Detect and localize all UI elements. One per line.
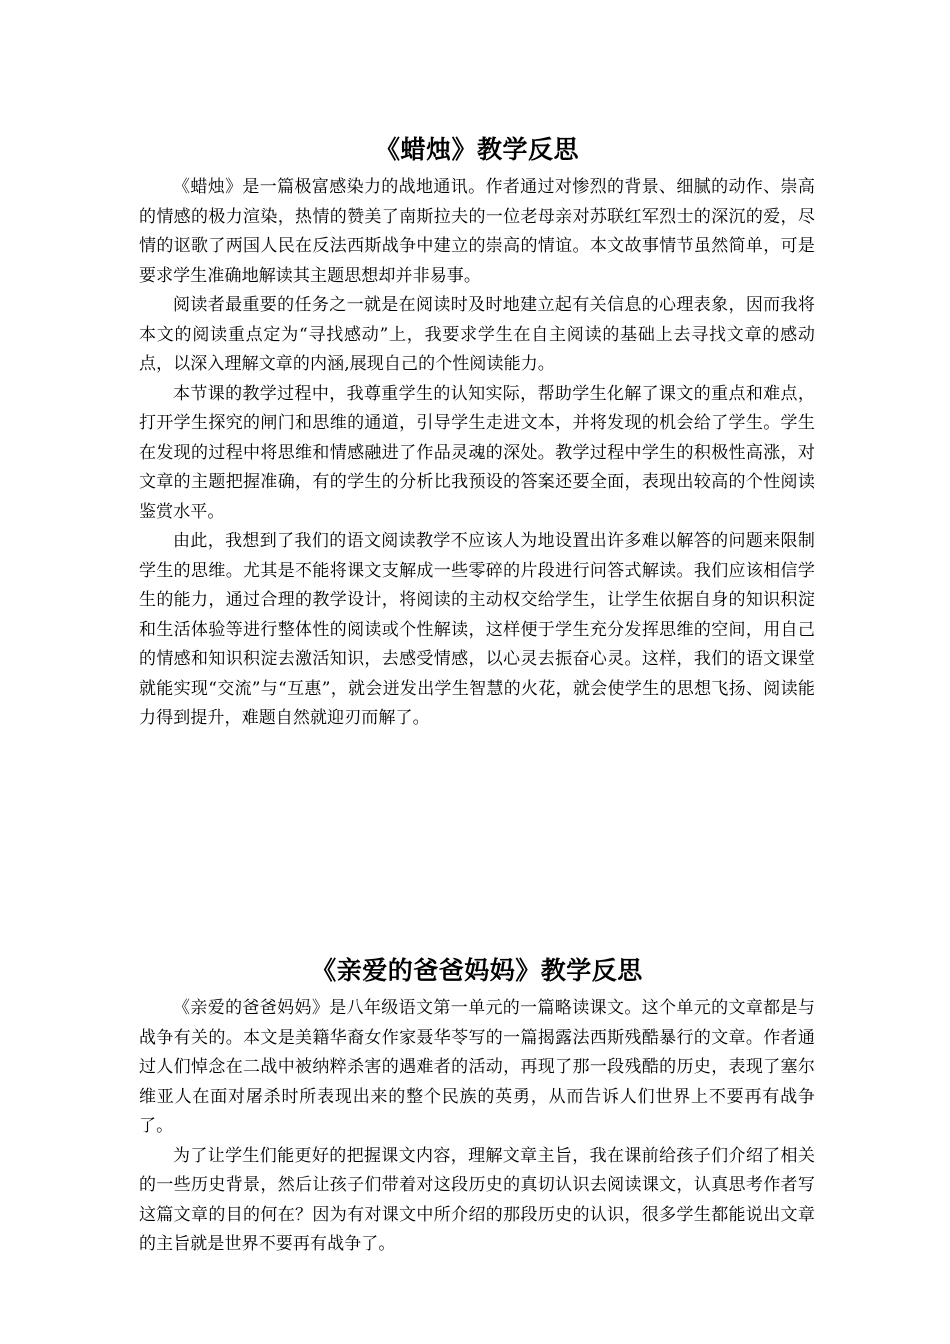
paragraph: 阅读者最重要的任务之一就是在阅读时及时地建立起有关信息的心理表象，因而我将本文的阅读重点定为“寻找感动”上，我要求学生在自主阅读的基础上去寻找文章的感动点，以深入理解文章的内涵,展现自己的个性阅读能力。 [139, 295, 815, 374]
paragraph: 《亲爱的爸爸妈妈》是八年级语文第一单元的一篇略读课文。这个单元的文章都是与战争有关的。本文是美籍华裔女作家聂华苓写的一篇揭露法西斯残酷暴行的文章。作者通过人们悼念在二战中被纳粹杀害的遇难者的活动，再现了那一段残酷的历史，表现了塞尔维亚人在面对屠杀时所表现出来的整个民族的英勇，从而告诉人们世界上不要再有战争了。 [139, 998, 815, 1136]
essay-title: 《蜡烛》教学反思 [374, 135, 579, 164]
essay-dear-parents-reflection [139, 954, 815, 1260]
essay-title: 《亲爱的爸爸妈妈》教学反思 [311, 956, 643, 985]
paragraph: 本节课的教学过程中，我尊重学生的认知实际，帮助学生化解了课文的重点和难点，打开学生探究的闸门和思维的通道，引导学生走进文本，并将发现的机会给了学生。学生在发现的过程中将思维和情感融进了作品灵魂的深处。教学过程中学生的积极性高涨，对文章的主题把握准确，有的学生的分析比我预设的答案还要全面，表现出较高的个性阅读鉴赏水平。 [139, 383, 815, 522]
paragraph: 为了让学生们能更好的把握课文内容，理解文章主旨，我在课前给孩子们介绍了相关的一些历史背景，然后让孩子们带着对这段历史的真切认识去阅读课文，认真思考作者写这篇文章的目的何在？因为有对课文中所介绍的那段历史的认识，很多学生都能说出文章的主旨就是世界不要再有战争了。 [139, 1145, 815, 1254]
essay-candle-reflection [139, 133, 815, 734]
paragraph: 《蜡烛》是一篇极富感染力的战地通讯。作者通过对惨烈的背景、细腻的动作、崇高的情感的极力渲染，热情的赞美了南斯拉夫的一位老母亲对苏联红军烈士的深沉的爱，尽情的讴歌了两国人民在反法西斯战争中建立的崇高的情谊。本文故事情节虽然简单，可是要求学生准确地解读其主题思想却并非易事。 [139, 177, 815, 286]
paragraph: 由此，我想到了我们的语文阅读教学不应该人为地设置出许多难以解答的问题来限制学生的思维。尤其是不能将课文支解成一些零碎的片段进行问答式解读。我们应该相信学生的能力，通过合理的教学设计，将阅读的主动权交给学生，让学生依据自身的知识积淀和生活体验等进行整体性的阅读或个性解读，这样便于学生充分发挥思维的空间，用自己的情感和知识积淀去激活知识，去感受情感，以心灵去振奋心灵。这样，我们的语文课堂就能实现“交流”与“互惠”，就会迸发出学生智慧的火花，就会使学生的思想飞扬、阅读能力得到提升，难题自然就迎刃而解了。 [139, 531, 815, 728]
